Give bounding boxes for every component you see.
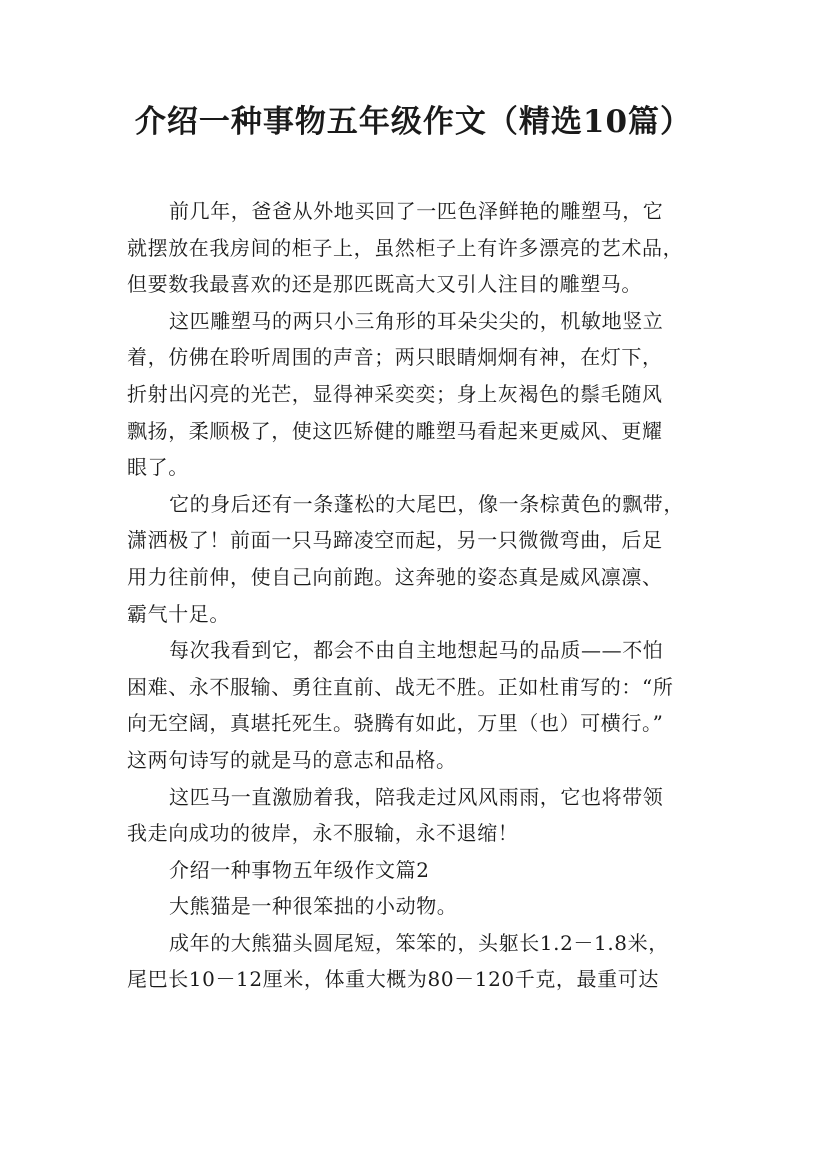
text-line: 飘扬，柔顺极了，使这匹矫健的雕塑马看起来更威风、更耀 [127,418,663,443]
text-line: 折射出闪亮的光芒，显得神采奕奕；身上灰褐色的鬃毛随风 [127,381,663,406]
text-line: 就摆放在我房间的柜子上，虽然柜子上有许多漂亮的艺术品， [127,235,684,260]
text-line: 但要数我最喜欢的还是那匹既高大又引人注目的雕塑马。 [127,272,642,297]
text-line: 每次我看到它，都会不由自主地想起马的品质——不怕 [169,638,664,663]
text-line: 着，仿佛在聆听周围的声音；两只眼睛炯炯有神，在灯下， [127,345,663,370]
text-line: 向无空阔，真堪托死生。骁腾有如此，万里（也）可横行。” [127,711,664,736]
section-heading: 介绍一种事物五年级作文篇2 [169,857,430,882]
text-line: 用力往前伸，使自己向前跑。这奔驰的姿态真是威风凛凛、 [127,564,663,589]
text-line: 霸气十足。 [127,601,230,626]
text-line: 大熊猫是一种很笨拙的小动物。 [169,894,458,919]
document-title: 介绍一种事物五年级作文（精选10篇） [134,104,693,140]
text-line: 我走向成功的彼岸，永不服输，永不退缩！ [127,821,519,846]
text-line: 它的身后还有一条蓬松的大尾巴，像一条棕黄色的飘带， [169,491,684,516]
text-line: 成年的大熊猫头圆尾短，笨笨的，头躯长1.2－1.8米， [169,930,669,955]
text-line: 前几年，爸爸从外地买回了一匹色泽鲜艳的雕塑马，它 [169,199,664,223]
text-line: 这匹马一直激励着我，陪我走过风风雨雨，它也将带领 [169,784,664,809]
text-line: 这两句诗写的就是马的意志和品格。 [127,747,457,772]
text-line: 眼了。 [127,455,189,480]
text-line: 尾巴长10－12厘米，体重大概为80－120千克，最重可达 [127,967,659,992]
document-body [127,193,711,998]
text-line: 困难、永不服输、勇往直前、战无不胜。正如杜甫写的：“所 [127,674,674,699]
text-line: 这匹雕塑马的两只小三角形的耳朵尖尖的，机敏地竖立 [169,308,664,333]
text-line: 潇洒极了！前面一只马蹄凌空而起，另一只微微弯曲，后足 [127,528,663,553]
